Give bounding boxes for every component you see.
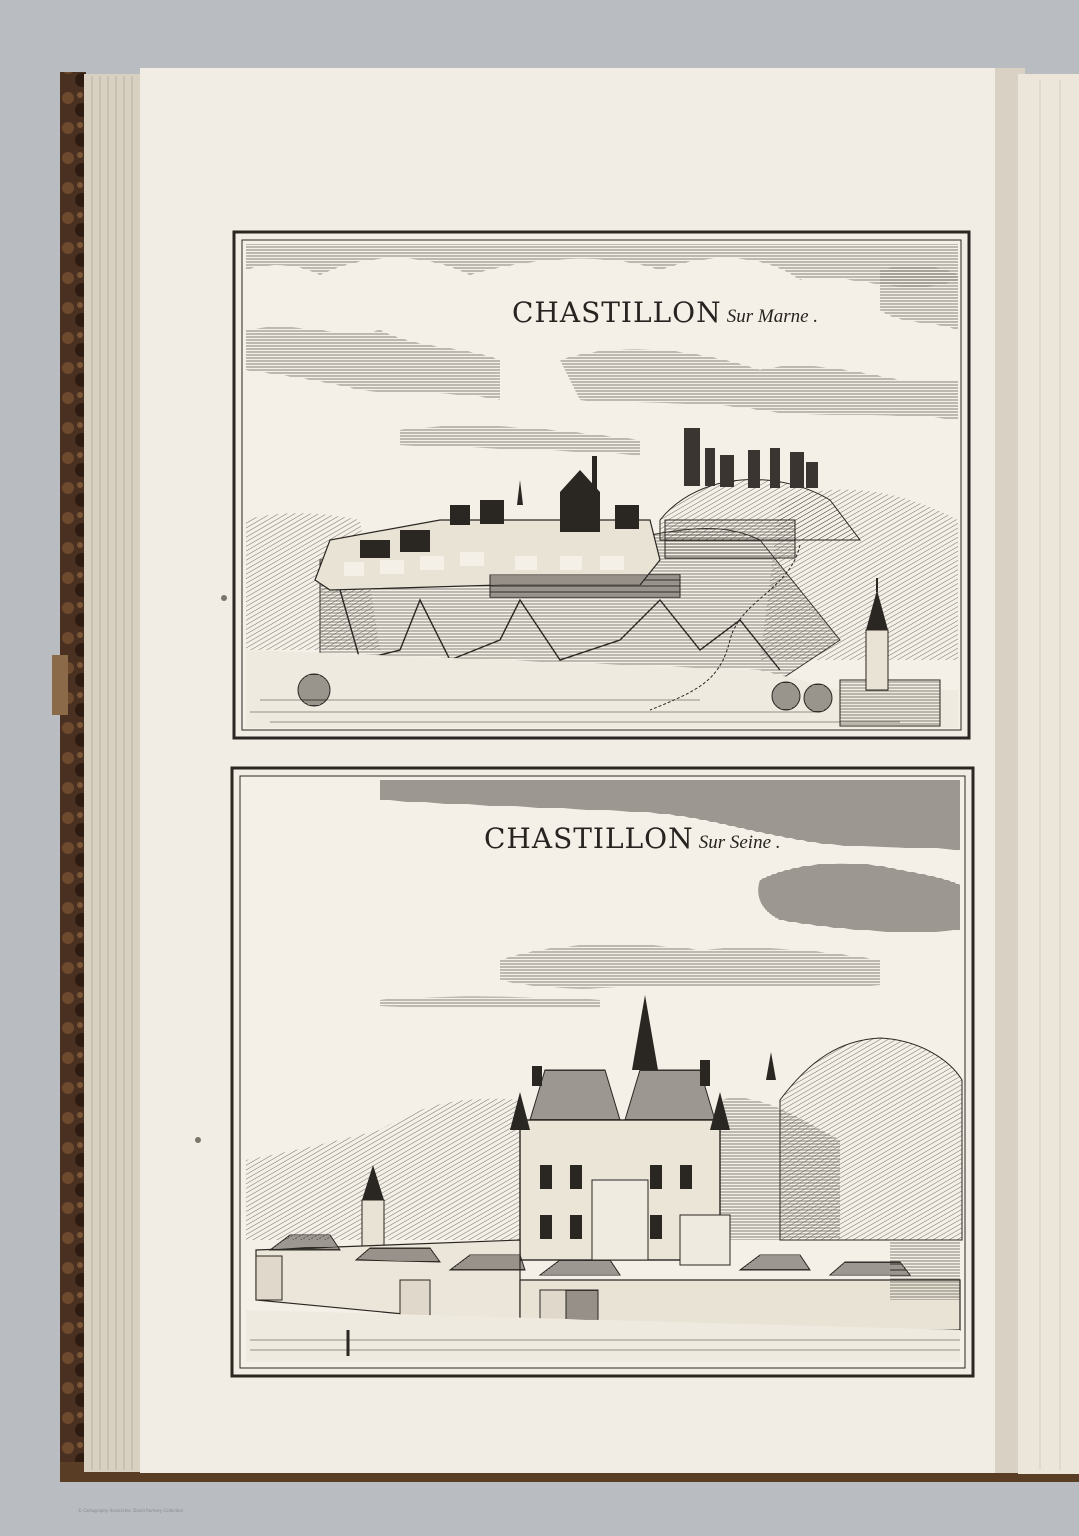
plate-title-bottom: [484, 822, 781, 855]
tree: [298, 674, 330, 706]
plate-title-bottom-rest: Sur Seine .: [698, 832, 781, 853]
credit-line: © Cartography Associates, David Rumsey Collection: [78, 1508, 184, 1513]
tree: [804, 684, 832, 712]
page-speck: [221, 595, 227, 601]
plate-title-top-rest: Sur Marne .: [726, 306, 819, 327]
plate-bottom: [232, 768, 973, 1376]
tree: [772, 682, 800, 710]
book-cover: [60, 72, 86, 1480]
plate-title-top-caps: CHASTILLON: [512, 296, 722, 329]
plate-title-bottom-caps: CHASTILLON: [484, 822, 694, 855]
plate-title-top: [512, 296, 818, 329]
facing-page: [1018, 74, 1079, 1474]
bookmark-tab: [52, 655, 68, 715]
page-speck: [195, 1137, 201, 1143]
page-edges-left: [84, 74, 144, 1472]
